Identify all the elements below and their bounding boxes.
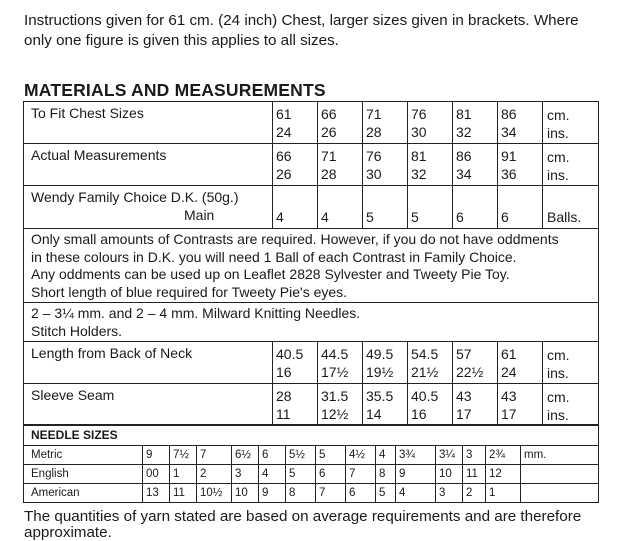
length-ins: 19½ <box>366 363 394 380</box>
chest-size-cm: 76 <box>411 106 427 122</box>
yarn-balls: 6 <box>453 186 498 229</box>
yarn-balls: 5 <box>363 186 408 229</box>
sleeve-cm: 40.5 <box>411 388 439 404</box>
needle-size-value: 7 <box>316 484 346 503</box>
intro-line-2: only one figure is given this applies to all sizes. <box>24 32 339 49</box>
needle-size-value: 11 <box>170 484 197 503</box>
actual-ins: 36 <box>501 165 517 182</box>
needle-size-value: 11 <box>463 465 486 484</box>
length-cm: 49.5 <box>366 346 394 362</box>
needle-size-unit <box>521 484 599 503</box>
sleeve-cm: 43 <box>501 388 517 404</box>
unit-cm: cm. <box>547 347 570 363</box>
chest-size-cm: 71 <box>366 106 382 122</box>
chest-size-cell <box>363 102 408 144</box>
length-cell <box>318 342 363 384</box>
length-cell <box>453 342 498 384</box>
needle-size-value: 9 <box>259 484 286 503</box>
actual-cm: 71 <box>321 148 337 164</box>
length-cm: 57 <box>456 346 472 362</box>
chest-size-cell <box>318 102 363 144</box>
needle-system-label: English <box>24 465 143 484</box>
contrasts-note <box>24 229 599 303</box>
chest-size-cm: 61 <box>276 106 292 122</box>
needle-size-value: 6 <box>316 465 346 484</box>
yarn-main-label: Main <box>184 206 215 223</box>
chest-size-ins: 32 <box>456 123 472 140</box>
contrasts-line-1: Only small amounts of Contrasts are required. However, if you do not have oddments <box>31 231 559 247</box>
actual-cm: 86 <box>456 148 472 164</box>
chest-sizes-label: To Fit Chest Sizes <box>24 102 273 144</box>
needles-row <box>24 303 599 342</box>
needle-sizes-header-row <box>24 425 599 446</box>
needle-size-value: 6 <box>346 484 376 503</box>
actual-ins: 26 <box>276 165 292 182</box>
unit-cell <box>543 102 599 144</box>
footer-line-2: approximate. <box>24 524 112 541</box>
unit-cm: cm. <box>547 107 570 123</box>
needle-size-row-american <box>24 484 599 503</box>
needle-size-value: 7 <box>197 446 232 465</box>
yarn-label: Wendy Family Choice D.K. (50g.) <box>31 189 239 205</box>
needle-size-value: 00 <box>143 465 170 484</box>
sleeve-cm: 43 <box>456 388 472 404</box>
needle-size-value: 6½ <box>232 446 259 465</box>
needle-size-unit <box>521 465 599 484</box>
unit-cm: cm. <box>547 149 570 165</box>
yarn-balls: 5 <box>408 186 453 229</box>
chest-size-ins: 24 <box>276 123 292 140</box>
yarn-row <box>24 186 599 229</box>
chest-size-cell <box>453 102 498 144</box>
needle-size-value: 5 <box>286 465 316 484</box>
needle-size-value: 5½ <box>286 446 316 465</box>
unit-ins: ins. <box>547 166 569 183</box>
length-cm: 61 <box>501 346 517 362</box>
actual-measurement-cell <box>453 144 498 186</box>
length-ins: 21½ <box>411 363 439 380</box>
unit-cell <box>543 144 599 186</box>
actual-cm: 66 <box>276 148 292 164</box>
actual-ins: 32 <box>411 165 427 182</box>
yarn-label-cell <box>24 186 273 229</box>
sleeve-cell <box>408 384 453 426</box>
contrasts-line-3: Any oddments can be used up on Leaflet 2828 Sylvester and Tweety Pie Toy. <box>31 266 510 282</box>
intro-line-1: Instructions given for 61 cm. (24 inch) Chest, larger sizes given in brackets. Where <box>24 12 579 29</box>
length-ins: 22½ <box>456 363 484 380</box>
needles-line-1: 2 – 3¼ mm. and 2 – 4 mm. Milward Knitting Needles. <box>31 305 361 321</box>
contrasts-row <box>24 229 599 303</box>
needle-size-value: 3¼ <box>436 446 463 465</box>
chest-sizes-row <box>24 102 599 144</box>
needle-size-value: 8 <box>286 484 316 503</box>
needle-size-value: 4 <box>259 465 286 484</box>
actual-ins: 30 <box>366 165 382 182</box>
needle-size-value: 7 <box>346 465 376 484</box>
needle-size-row-english <box>24 465 599 484</box>
footer-note <box>24 509 609 541</box>
length-cm: 40.5 <box>276 346 304 362</box>
chest-size-cell <box>273 102 318 144</box>
unit-ins: ins. <box>547 406 569 423</box>
needle-size-value: 7½ <box>170 446 197 465</box>
length-cm: 44.5 <box>321 346 349 362</box>
needles-line-2: Stitch Holders. <box>31 322 123 339</box>
length-ins: 16 <box>276 363 292 380</box>
needle-size-value: 10½ <box>197 484 232 503</box>
actual-measurement-cell <box>363 144 408 186</box>
actual-measurements-label: Actual Measurements <box>24 144 273 186</box>
needle-size-value: 13 <box>143 484 170 503</box>
sleeve-cell <box>273 384 318 426</box>
sleeve-ins: 16 <box>411 405 427 422</box>
length-row <box>24 342 599 384</box>
needle-sizes-table <box>23 424 599 503</box>
sleeve-cell <box>498 384 543 426</box>
chest-size-cm: 66 <box>321 106 337 122</box>
unit-ins: ins. <box>547 124 569 141</box>
needle-system-label: Metric <box>24 446 143 465</box>
length-cell <box>408 342 453 384</box>
sleeve-ins: 17 <box>501 405 517 422</box>
chest-size-ins: 28 <box>366 123 382 140</box>
chest-size-ins: 26 <box>321 123 337 140</box>
needle-size-value: 6 <box>259 446 286 465</box>
actual-measurement-cell <box>408 144 453 186</box>
needles-note <box>24 303 599 342</box>
needle-size-value: 4½ <box>346 446 376 465</box>
section-heading: MATERIALS AND MEASUREMENTS <box>24 80 326 100</box>
needle-size-value: 5 <box>376 484 396 503</box>
chest-size-ins: 30 <box>411 123 427 140</box>
yarn-balls: 4 <box>273 186 318 229</box>
actual-cm: 76 <box>366 148 382 164</box>
length-ins: 17½ <box>321 363 349 380</box>
needle-sizes-title: NEEDLE SIZES <box>24 425 599 446</box>
yarn-balls: 6 <box>498 186 543 229</box>
length-ins: 24 <box>501 363 517 380</box>
yarn-unit: Balls. <box>543 186 599 229</box>
sleeve-cm: 35.5 <box>366 388 394 404</box>
footer-line-1: The quantities of yarn stated are based on average requirements and are therefore <box>24 508 582 525</box>
sleeve-label: Sleeve Seam <box>24 384 273 426</box>
unit-cm: cm. <box>547 389 570 405</box>
chest-size-cell <box>408 102 453 144</box>
needle-size-value: 3 <box>463 446 486 465</box>
length-cell <box>363 342 408 384</box>
chest-size-cell <box>498 102 543 144</box>
actual-ins: 34 <box>456 165 472 182</box>
needle-size-value: 2 <box>463 484 486 503</box>
needle-size-value: 4 <box>396 484 436 503</box>
materials-table <box>23 101 599 426</box>
length-cell <box>498 342 543 384</box>
length-cell <box>273 342 318 384</box>
unit-ins: ins. <box>547 364 569 381</box>
needle-size-value: 5 <box>316 446 346 465</box>
needle-size-value: 10 <box>232 484 259 503</box>
actual-measurements-row <box>24 144 599 186</box>
sleeve-cell <box>453 384 498 426</box>
needle-size-value: 1 <box>170 465 197 484</box>
yarn-balls: 4 <box>318 186 363 229</box>
sleeve-ins: 17 <box>456 405 472 422</box>
sleeve-cm: 28 <box>276 388 292 404</box>
needle-size-value: 9 <box>396 465 436 484</box>
chest-size-cm: 81 <box>456 106 472 122</box>
needle-size-value: 9 <box>143 446 170 465</box>
actual-cm: 91 <box>501 148 517 164</box>
needle-system-label: American <box>24 484 143 503</box>
needle-size-value: 10 <box>436 465 463 484</box>
chest-size-cm: 86 <box>501 106 517 122</box>
sleeve-ins: 11 <box>276 405 291 422</box>
needle-size-value: 12 <box>486 465 521 484</box>
contrasts-line-2: in these colours in D.K. you will need 1 Ball of each Contrast in Family Choice. <box>31 248 517 265</box>
chest-size-ins: 34 <box>501 123 517 140</box>
sleeve-row <box>24 384 599 426</box>
sleeve-ins: 12½ <box>321 405 349 422</box>
sleeve-cell <box>363 384 408 426</box>
unit-cell <box>543 342 599 384</box>
needle-size-value: 3 <box>436 484 463 503</box>
length-cm: 54.5 <box>411 346 439 362</box>
actual-measurement-cell <box>498 144 543 186</box>
sleeve-cm: 31.5 <box>321 388 349 404</box>
actual-measurement-cell <box>273 144 318 186</box>
needle-size-value: 4 <box>376 446 396 465</box>
actual-measurement-cell <box>318 144 363 186</box>
contrasts-line-4: Short length of blue required for Tweety Pie's eyes. <box>31 283 348 300</box>
needle-size-value: 2 <box>197 465 232 484</box>
needle-size-value: 2¾ <box>486 446 521 465</box>
unit-cell <box>543 384 599 426</box>
actual-ins: 28 <box>321 165 337 182</box>
needle-size-value: 8 <box>376 465 396 484</box>
sleeve-ins: 14 <box>366 405 382 422</box>
actual-cm: 81 <box>411 148 427 164</box>
needle-size-value: 3¾ <box>396 446 436 465</box>
intro-text <box>24 11 609 51</box>
needle-size-unit: mm. <box>521 446 599 465</box>
needle-size-value: 1 <box>486 484 521 503</box>
length-label: Length from Back of Neck <box>24 342 273 384</box>
sleeve-cell <box>318 384 363 426</box>
needle-size-row-metric <box>24 446 599 465</box>
needle-size-value: 3 <box>232 465 259 484</box>
